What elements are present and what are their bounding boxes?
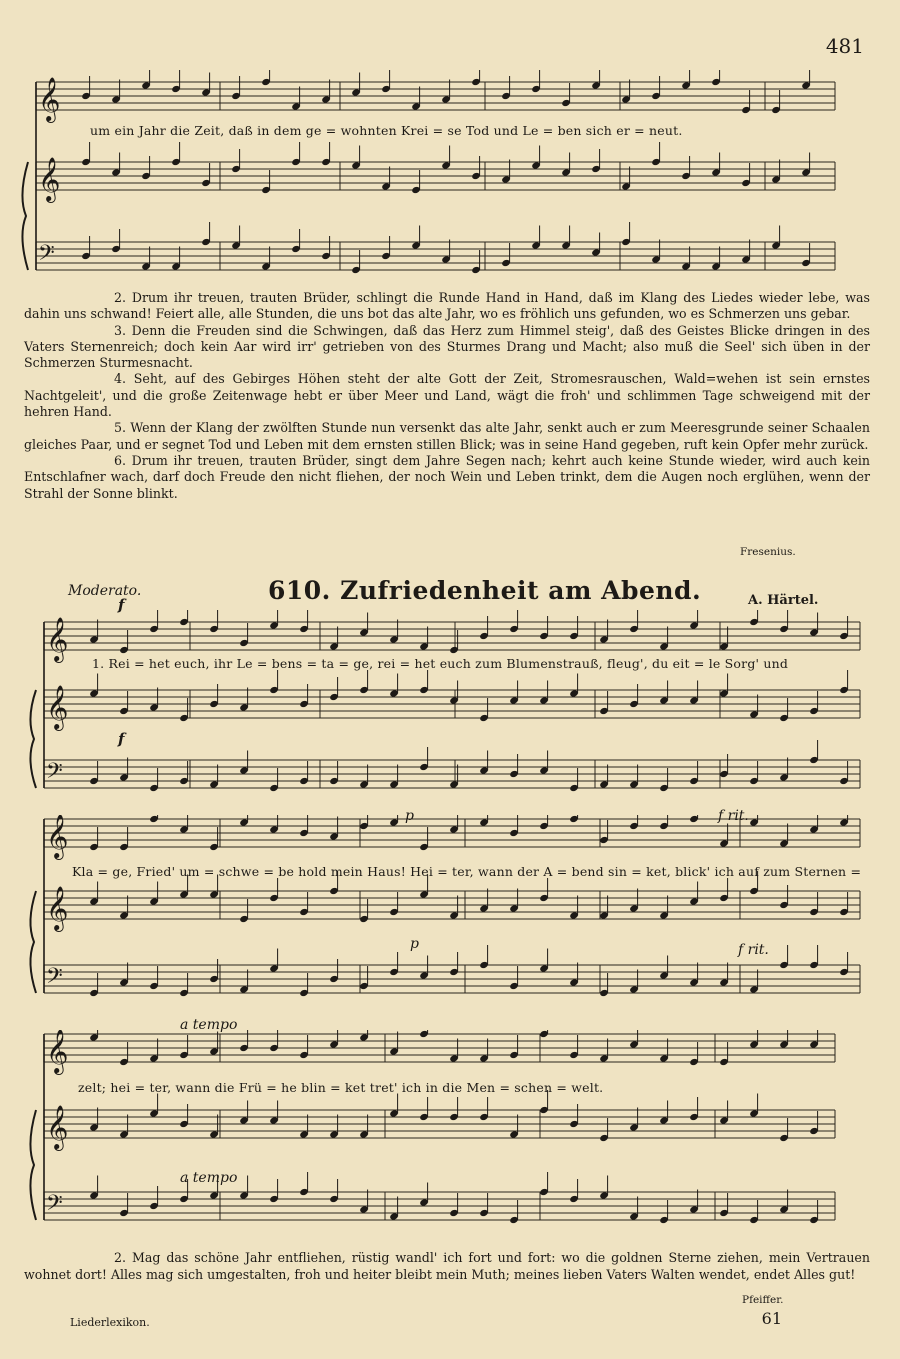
- treble-clef-icon: 𝄞: [46, 1105, 69, 1149]
- music-system-previous-song: [0, 70, 900, 300]
- treble-clef-icon: 𝄞: [38, 157, 61, 201]
- treble-clef-icon: 𝄞: [46, 1030, 69, 1073]
- music-staves: [0, 70, 900, 300]
- treble-clef-icon: 𝄞: [46, 685, 69, 729]
- treble-clef-icon: 𝄞: [46, 815, 69, 858]
- song-title: 610. Zufriedenheit am Abend.: [268, 576, 702, 605]
- lyric-line-previous-song: um ein Jahr die Zeit, daß in dem ge = wohnten Krei = se Tod und Le = ben sich er = neut.: [90, 123, 683, 138]
- bass-clef-icon: 𝄢: [38, 241, 55, 271]
- a-tempo-bass: a tempo: [180, 1170, 238, 1186]
- bass-clef-icon: 𝄢: [46, 1191, 63, 1221]
- brace: [30, 690, 36, 788]
- stanza-2-song: 2. Mag das schöne Jahr entfliehen, rüstig wandl' ich fort und fort: wo die goldnen Sterne ziehen, mein Vertrauen wohnet dort! Alles mag sich umgestalten, froh und heiter bleibt mein Muth; meines lieben Vaters Walten wendet, endet Alles gut!: [24, 1250, 870, 1282]
- treble-clef-icon: 𝄞: [46, 886, 69, 930]
- stanzas-previous-song: [24, 290, 870, 502]
- tempo-marking: Moderato.: [68, 583, 142, 599]
- bass-clef-icon: 𝄢: [46, 759, 63, 789]
- brace: [30, 891, 36, 993]
- brace: [30, 1110, 36, 1220]
- music-system-2: [0, 815, 900, 1015]
- music-staves: [0, 610, 900, 815]
- music-staves: [0, 815, 900, 1015]
- dynamic-forte-bass: f: [118, 730, 125, 748]
- author-song: Pfeiffer.: [742, 1294, 784, 1306]
- a-tempo-voice: a tempo: [180, 1017, 238, 1033]
- dynamic-piano-voice: p: [405, 808, 414, 824]
- page-number-top: 481: [825, 34, 864, 58]
- footer-left: Liederlexikon.: [70, 1316, 150, 1329]
- treble-clef-icon: 𝄞: [38, 77, 61, 121]
- stanza-3: 3. Denn die Freuden sind die Schwingen, daß das Herz zum Himmel steig', daß des Geistes Blicke dringen in des Vaters Sternenreich; doch kein Aar wird irr' getrieben von des Sturmes Drang und Macht; also muß die Seel' sich üben in der Schmerzen Sturmesnacht.: [24, 322, 870, 371]
- dynamic-forte-rit-voice: f rit.: [718, 808, 749, 824]
- author-previous-song: Fresenius.: [740, 546, 796, 558]
- stanza-6: 6. Drum ihr treuen, trauten Brüder, singt dem Jahre Segen nach; kehrt auch keine Stunde wieder, wird auch kein Entschlafner wach, darf doch Freude den nicht fliehen, der noch Wein und Leben trinkt, dem die Augen noch erglühen, wenn der Strahl der Sonne blinkt.: [24, 452, 870, 501]
- dynamic-forte-voice: f: [118, 596, 125, 614]
- lyric-line-3: zelt; hei = ter, wann die Frü = he blin = ket tret' ich in die Men = schen = welt.: [78, 1080, 604, 1095]
- stanza-4: 4. Seht, auf des Gebirges Höhen steht der alte Gott der Zeit, Stromesrauschen, Wald=wehen ist sein ernstes Nachtgeleit', und die große Zeitenwage hebt er über Meer und Land, wägt die froh' und schlimmen Tage schweigend mit der hehren Hand.: [24, 371, 870, 420]
- music-system-3: [0, 1030, 900, 1245]
- music-staves: [0, 1030, 900, 1245]
- music-system-1: [0, 610, 900, 815]
- dynamic-piano-bass: p: [410, 936, 419, 952]
- lyric-line-2: Kla = ge, Fried' um = schwe = be hold mein Haus! Hei = ter, wann der A = bend sin = ket, blick' ich auf zum Sternen =: [72, 864, 862, 879]
- dynamic-forte-rit-bass: f rit.: [738, 942, 769, 958]
- stanza-5: 5. Wenn der Klang der zwölften Stunde nun versenkt das alte Jahr, senkt auch er zum Meeresgrunde seiner Schaalen gleiches Paar, und er segnet Tod und Leben mit dem ernsten stillen Blick; was in seine Hand gegeben, ruft kein Opfer mehr zurück.: [24, 420, 870, 452]
- composer: A. Härtel.: [748, 593, 819, 608]
- bass-clef-icon: 𝄢: [46, 964, 63, 994]
- treble-clef-icon: 𝄞: [46, 617, 69, 661]
- lyric-line-1: 1. Rei = het euch, ihr Le = bens = ta = ge, rei = het euch zum Blumenstrauß, fleug', du eit = le Sorg' und: [92, 656, 789, 671]
- stanza-2: 2. Drum ihr treuen, trauten Brüder, schlingt die Runde Hand in Hand, daß im Klang des Liedes wieder lebe, was dahin uns schwand! Feiert alle, alle Stunden, die uns bot das alte Jahr, wo es fröhlich uns gefunden, wo es Schmerzen uns gebar.: [24, 290, 870, 322]
- page-number-bottom: 61: [761, 1309, 782, 1328]
- brace: [22, 162, 28, 270]
